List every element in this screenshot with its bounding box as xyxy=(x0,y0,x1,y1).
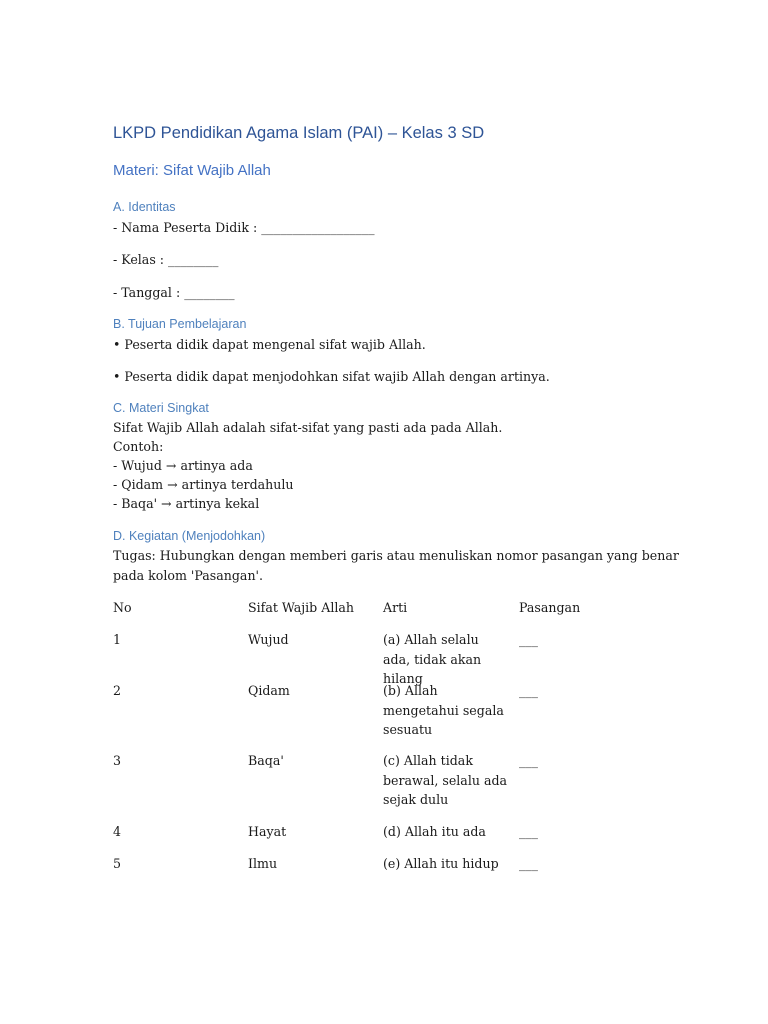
row-pasangan: ___ xyxy=(519,683,538,698)
row-arti: (c) Allah tidak berawal, selalu ada sejak dulu xyxy=(383,753,508,807)
heading-tujuan: B. Tujuan Pembelajaran xyxy=(113,317,247,331)
materi-line-2: Contoh: xyxy=(113,439,164,454)
row-no: 2 xyxy=(113,683,122,698)
row-pasangan: ___ xyxy=(519,824,538,839)
document-title: LKPD Pendidikan Agama Islam (PAI) – Kelas 3 SD xyxy=(113,124,485,142)
heading-identitas: A. Identitas xyxy=(113,200,176,214)
document-subtitle: Materi: Sifat Wajib Allah xyxy=(113,162,271,179)
kegiatan-task-line-2: pada kolom 'Pasangan'. xyxy=(113,568,264,583)
row-sifat: Hayat xyxy=(248,824,287,839)
row-pasangan: ___ xyxy=(519,753,538,768)
materi-line-4: - Qidam → artinya terdahulu xyxy=(113,477,294,492)
materi-line-3: - Wujud → artinya ada xyxy=(113,458,253,473)
row-no: 1 xyxy=(113,632,122,647)
row-pasangan: ___ xyxy=(519,856,538,871)
heading-kegiatan: D. Kegiatan (Menjodohkan) xyxy=(113,529,266,543)
materi-line-5: - Baqa' → artinya kekal xyxy=(113,496,260,511)
kegiatan-task-line-1: Tugas: Hubungkan dengan memberi garis atau menuliskan nomor pasangan yang benar xyxy=(113,548,679,563)
field-nama: - Nama Peserta Didik : __________________ xyxy=(113,220,375,235)
table-header-no: No xyxy=(113,600,132,615)
row-arti: (e) Allah itu hidup xyxy=(383,856,499,871)
table-header-arti: Arti xyxy=(383,600,408,615)
field-tanggal: - Tanggal : ________ xyxy=(113,285,235,300)
table-header-sifat: Sifat Wajib Allah xyxy=(248,600,355,615)
field-kelas: - Kelas : ________ xyxy=(113,252,219,267)
heading-materi: C. Materi Singkat xyxy=(113,401,209,415)
row-pasangan: ___ xyxy=(519,632,538,647)
row-no: 3 xyxy=(113,753,122,768)
row-sifat: Ilmu xyxy=(248,856,278,871)
row-arti: (a) Allah selalu ada, tidak akan hilang xyxy=(383,632,482,686)
tujuan-item-1: • Peserta didik dapat mengenal sifat wajib Allah. xyxy=(113,337,426,352)
row-arti: (b) Allah mengetahui segala sesuatu xyxy=(383,683,504,737)
row-sifat: Wujud xyxy=(248,632,289,647)
row-sifat: Qidam xyxy=(248,683,290,698)
table-header-pasangan: Pasangan xyxy=(519,600,581,615)
row-arti: (d) Allah itu ada xyxy=(383,824,486,839)
materi-line-1: Sifat Wajib Allah adalah sifat-sifat yang pasti ada pada Allah. xyxy=(113,420,503,435)
row-sifat: Baqa' xyxy=(248,753,284,768)
row-no: 4 xyxy=(113,824,122,839)
tujuan-item-2: • Peserta didik dapat menjodohkan sifat wajib Allah dengan artinya. xyxy=(113,369,550,384)
row-no: 5 xyxy=(113,856,122,871)
